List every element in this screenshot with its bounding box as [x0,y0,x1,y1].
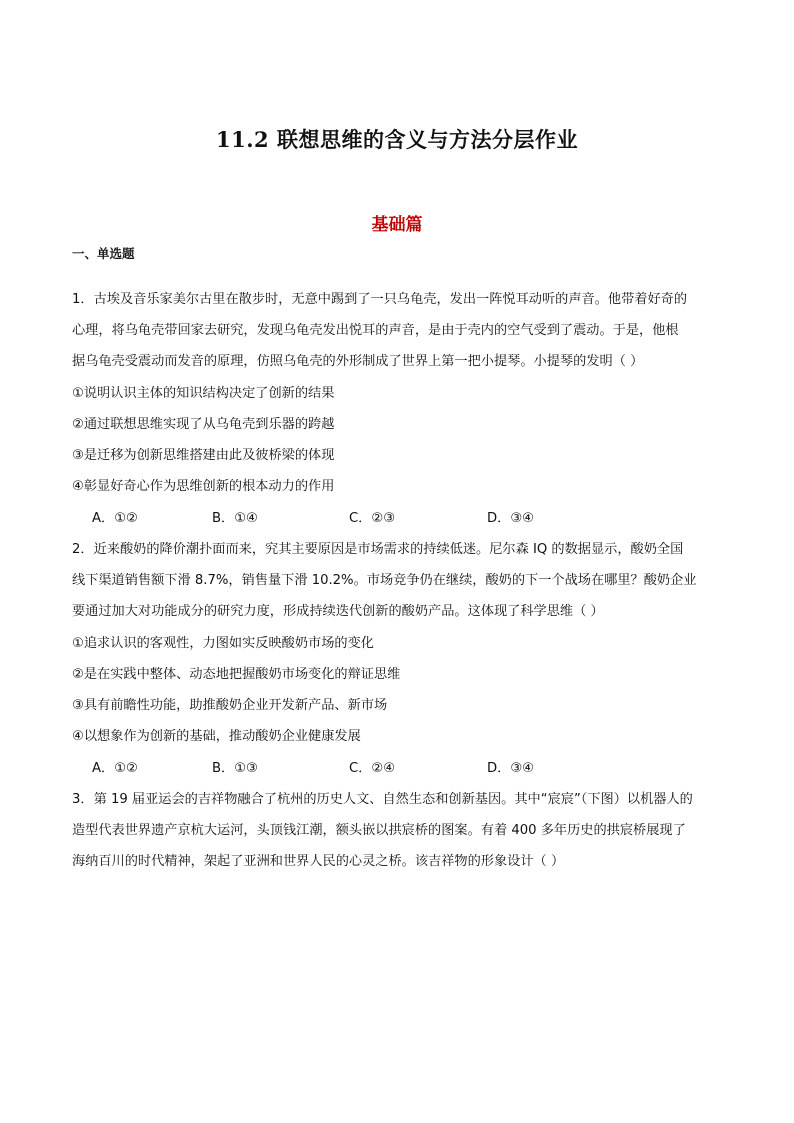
question-stem-line: 1．古埃及音乐家美尔古里在散步时，无意中踢到了一只乌龟壳，发出一阵悦耳动听的声音。他带着好奇的 [72,292,688,307]
question-stem-line: 要通过加大对功能成分的研究力度，形成持续迭代创新的酸奶产品。这体现了科学思维（ ） [72,604,604,619]
question-stem-line: 线下渠道销售额下滑 8.7%，销售量下滑 10.2%。市场竞争仍在继续，酸奶的下一个战场在哪里？酸奶企业 [72,573,697,588]
option-b[interactable]: B．①④ [212,511,258,526]
option-a[interactable]: A．①② [92,761,138,776]
part-title: 一、单选题 [72,246,135,261]
statement-item: ③是迁移为创新思维搭建由此及彼桥梁的体现 [72,448,335,463]
option-a[interactable]: A．①② [92,511,138,526]
answer-options [92,757,552,775]
question-stem-line: 造型代表世界遗产京杭大运河，头顶钱江潮，额头嵌以拱宸桥的图案。有着 400 多年历史的拱宸桥展现了 [72,823,686,838]
option-c[interactable]: C．②④ [349,761,396,776]
answer-options [92,507,552,525]
document-title: 11.2 联想思维的含义与方法分层作业 [216,127,578,152]
statement-item: ②通过联想思维实现了从乌龟壳到乐器的跨越 [72,417,335,432]
statement-item: ②是在实践中整体、动态地把握酸奶市场变化的辩证思维 [72,667,401,682]
question-stem-line: 2．近来酸奶的降价潮扑面而来，究其主要原因是市场需求的持续低迷。尼尔森 IQ 的数据显示，酸奶全国 [72,542,684,557]
question-stem-line: 3．第 19 届亚运会的吉祥物融合了杭州的历史人文、自然生态和创新基因。其中“宸宸”（下图）以机器人的 [72,792,693,807]
option-c[interactable]: C．②③ [349,511,396,526]
option-b[interactable]: B．①③ [212,761,258,776]
section-title: 基础篇 [371,215,423,235]
statement-item: ③具有前瞻性功能，助推酸奶企业开发新产品、新市场 [72,698,388,713]
option-d[interactable]: D．③④ [487,511,534,526]
statement-item: ①追求认识的客观性，力图如实反映酸奶市场的变化 [72,636,374,651]
option-d[interactable]: D．③④ [487,761,534,776]
statement-item: ①说明认识主体的知识结构决定了创新的结果 [72,386,335,401]
question-stem-line: 海纳百川的时代精神，架起了亚洲和世界人民的心灵之桥。该吉祥物的形象设计（ ） [72,854,565,869]
question-stem-line: 据乌龟壳受震动而发音的原理，仿照乌龟壳的外形制成了世界上第一把小提琴。小提琴的发明（ ） [72,354,644,369]
question-stem-line: 心理，将乌龟壳带回家去研究，发现乌龟壳发出悦耳的声音，是由于壳内的空气受到了震动。于是，他根 [72,323,679,338]
statement-item: ④以想象作为创新的基础，推动酸奶企业健康发展 [72,729,361,744]
statement-item: ④彰显好奇心作为思维创新的根本动力的作用 [72,479,335,494]
